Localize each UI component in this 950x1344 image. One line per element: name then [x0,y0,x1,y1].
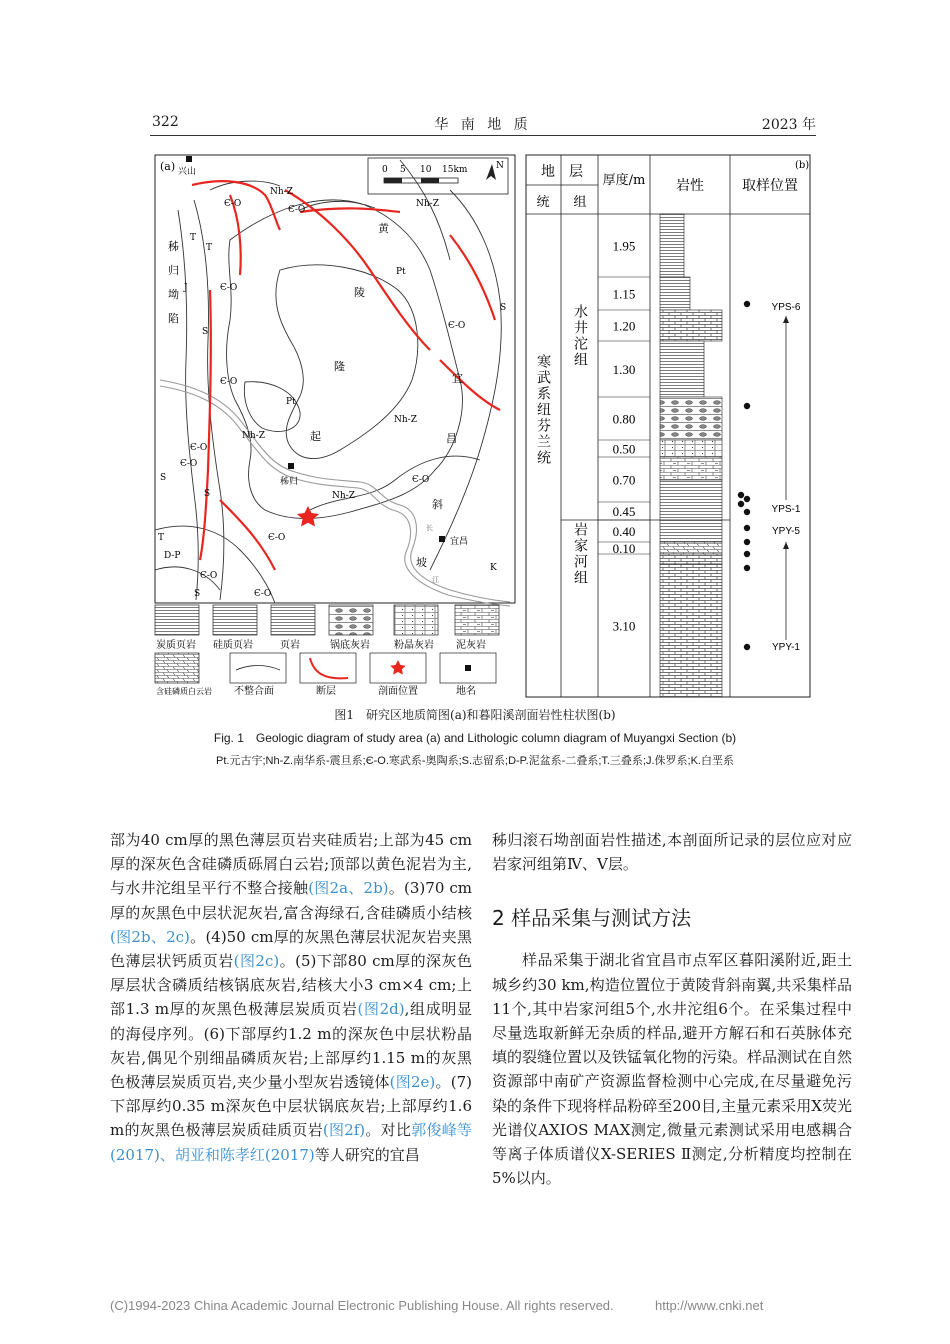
lithology-layer [660,554,722,564]
body-text-run: 。对比 [365,1121,412,1140]
thickness-value: 1.15 [612,286,636,302]
legend-swatch-shale [271,605,315,635]
body-paragraph-continued [110,828,472,1167]
lithologic-column [526,155,810,697]
figure-caption-abbreviations: Pt.元古宇;Nh-Z.南华系-震旦系;Є-O.寒武系-奥陶系;S.志留系;D-P.泥盆系-二叠系;T.三叠系;J.侏罗系;K.白垩系 [216,755,734,767]
strata-label: Nh-Z [242,431,265,441]
lithology-layer [660,457,722,480]
strata-label: Є-O [200,571,218,581]
legend-label: 断层 [316,686,336,697]
legend-label: 地名 [456,686,476,697]
lithology-layer [660,520,722,542]
legend-label: 锅底灰岩 [330,640,370,651]
strata-label: T [190,233,197,243]
region-char: 隆 [334,360,345,373]
sample-point [744,565,750,571]
header-sampling: 取样位置 [742,178,798,194]
place-zigui: 秭归 [280,477,299,487]
figure-caption-en: Fig. 1 Geologic diagram of study area (a) and Lithologic column diagram of Muyangxi Section (b) [213,731,737,745]
scale-tick-10: 10 [420,165,432,175]
legend-label: 泥灰岩 [456,640,486,651]
strata-label: Pt [286,397,296,407]
strata-label: Є-O [180,459,198,469]
strata-label: Є-O [448,321,466,331]
cnki-url: http://www.cnki.net [655,1298,764,1313]
legend-label: 粉晶灰岩 [394,640,434,651]
lithology-layer [660,480,722,520]
region-char: 秭 [168,240,179,253]
thickness-value: 0.40 [612,524,636,539]
strata-label: T [158,533,165,543]
figure-caption-cn: 图1 研究区地质简图(a)和暮阳溪剖面岩性柱状图(b) [334,708,616,722]
legend-swatch-unconformity [230,653,286,683]
legend-swatch-phosphatic-dolomite [155,653,199,683]
place-yichang: 宜昌 [450,537,469,547]
map-legend [155,605,499,697]
header-group: 组 [573,195,587,210]
lithology-layer [660,564,722,697]
region-char: 坡 [416,556,427,569]
sample-point [744,551,750,557]
strata-label: Nh-Z [332,491,355,501]
strata-label: Є-O [254,589,272,599]
scale-tick-15: 15km [442,165,468,175]
sample-label: YPS-1 [771,504,801,515]
scale-bar [368,158,508,194]
legend-swatch-nodular-limestone [329,605,373,635]
copyright-notice: (C)1994-2023 China Academic Journal Electronic Publishing House. All rights reserved. [110,1298,614,1313]
place-marker-xingshan [186,156,192,162]
lithology-layer [660,397,722,440]
citation-link[interactable]: (图2e) [389,1073,436,1092]
body-text-run: 等人研究的宜昌 [314,1145,420,1164]
formation-shuijingtuo: 水井沱组 [572,304,588,368]
sample-point [744,525,750,531]
strata-label: Є-O [224,199,242,209]
body-paragraph: 秭归滚石坳剖面岩性描述,本剖面所记录的层位应对应岩家河组第Ⅳ、Ⅴ层。 [492,831,852,874]
section-title: 2 样品采集与测试方法 [492,906,692,931]
region-char: 斜 [432,498,443,511]
strata-label: Є-O [288,205,306,215]
citation-link[interactable]: (图2f) [322,1121,366,1140]
strata-label: Є-O [220,283,238,293]
sample-label: YPY-5 [772,526,800,537]
place-marker-zigui [288,463,294,469]
legend-label: 炭质页岩 [156,640,196,651]
body-text-run: 。(7)下部厚约0.35 m深灰色中层状锅底灰岩;上部厚约1.6 m的灰黑色极薄层炭质硅质页岩 [110,1073,473,1140]
sample-point [744,509,750,515]
strata-label: S [160,473,167,483]
strata-label: K [490,563,497,573]
sample-point [738,492,744,498]
lithology-layer [660,341,704,397]
lithology-layer [660,310,722,341]
legend-label: 页岩 [280,640,300,651]
region-char: 宜 [452,372,463,385]
body-text-run: ,组成明显的海侵序列。(6)下部厚约1.2 m的深灰色中层状粉晶灰岩,偶见个别细晶磷质灰岩;上部厚约1.15 m的灰黑色极薄层炭质页岩,夹少量小型灰岩透镜体 [110,1000,472,1092]
thickness-value: 1.20 [612,318,636,334]
sample-point [738,501,744,507]
header-thickness: 厚度/m [602,173,646,188]
strata-label: S [202,327,209,337]
strata-label: Nh-Z [394,415,417,425]
series-name: 寒武系纽芬兰统 [535,354,551,466]
region-char: 陵 [354,286,365,299]
citation-link[interactable]: (图2d) [357,1000,405,1019]
strata-label: S [204,489,211,499]
sample-point [744,539,750,545]
page-header [150,114,816,136]
header-lithology: 岩性 [676,178,704,194]
thickness-value: 3.10 [612,618,636,634]
river-char: 江 [432,576,439,584]
region-char: 黄 [378,222,389,235]
sample-point [744,301,750,307]
strata-label: Nh-Z [270,187,293,197]
sample-label: YPS-6 [771,302,801,313]
north-label: N [496,161,504,171]
legend-swatch-siliceous-shale [213,605,257,635]
thickness-value: 0.80 [612,411,636,427]
header-system: 统 [536,195,550,210]
lithology-layer [660,214,684,277]
strata-label: S [500,303,507,313]
strata-label: Pt [396,267,406,277]
legend-swatch-micritic-limestone [394,605,438,635]
region-char: 陷 [168,312,179,325]
sample-point [744,403,750,409]
strata-label: Є-O [268,533,286,543]
body-text-run: 部为40 cm厚的黑色薄层页岩夹硅质岩;上部为45 cm厚的深灰色含硅磷质砾屑白云岩;顶部以黄色泥岩为主,与水井沱组呈平行不整合接触 [110,831,472,898]
body-column-left [110,828,472,1167]
citation-link[interactable]: (图2b、2c) [110,927,190,946]
thickness-value: 0.45 [612,504,636,519]
body-column-right [492,828,852,1190]
lithology-layer [660,440,722,457]
page-number: 322 [152,114,179,130]
journal-year: 2023 年 [761,117,816,133]
legend-label: 剖面位置 [378,686,418,697]
sample-point [744,644,750,650]
place-marker-yichang [439,536,445,542]
figure-1-svg [150,150,816,702]
lithology-layer [660,542,722,554]
body-paragraph: 样品采集于湖北省宜昌市点军区暮阳溪附近,距土城乡约30 km,构造位置位于黄陵背斜南翼,共采集样品11个,其中岩家河组5个,水井沱组6个。在采集过程中尽量选取新鲜无杂质的样品,避开方解石和石英脉体充填的裂缝位置以及铁锰氧化物的污染。样品测试在自然资源部中南矿产资源监督检测中心完成,在尽量避免污染的条件下现将样品粉碎至200目,主量元素采用X荧光光谱仪AXIOS MAX测定,微量元素测试采用电感耦合等离子体质谱仪X-SERIES Ⅱ测定,分析精度均控制在5%以内。 [492,951,853,1188]
river-char: 长 [426,524,433,532]
map-panel-label: (a) [160,160,176,173]
legend-label: 含硅磷质白云岩 [156,687,212,696]
sample-label: YPY-1 [772,642,800,653]
body-text-run: 。(3)70 cm厚的灰黑色中层状泥灰岩,富含海绿石,含硅磷质小结核 [110,879,472,922]
figure-1 [150,150,816,702]
thickness-value: 1.95 [612,238,636,254]
place-xingshan: 兴山 [178,167,197,177]
strata-label: Nh-Z [416,199,439,209]
legend-label: 不整合面 [234,686,274,697]
region-char: 坳 [168,288,179,301]
strata-label: S [194,589,201,599]
place-square-icon [465,665,471,671]
body-text-run: 。(4)50 cm厚的灰黑色薄层状泥灰岩夹黑色薄层状钙质页岩 [110,927,472,971]
thickness-value: 0.50 [612,441,636,457]
scale-tick-0: 0 [382,165,388,175]
region-char: 昌 [446,432,457,445]
thickness-value: 1.30 [612,362,636,377]
region-char: 归 [168,264,179,277]
strata-label: Є-O [220,377,238,387]
sample-point [744,496,750,502]
citation-link[interactable]: (图2c) [233,952,280,971]
strata-label: T [206,243,213,253]
thickness-value: 0.70 [612,472,636,488]
column-panel-label: (b) [795,160,810,171]
legend-swatch-carbonaceous-shale [155,605,199,635]
region-char: 起 [310,430,321,443]
thickness-value: 0.10 [612,541,636,556]
legend-label: 硅质页岩 [213,640,253,651]
journal-title: 华 南 地 质 [434,117,532,133]
strata-label: Є-O [412,475,430,485]
strata-label: D-P [164,551,181,561]
citation-link[interactable]: 郭俊峰等(2017)、胡亚和陈孝红(2017) [110,1121,472,1164]
strata-label: J [184,283,188,293]
scale-tick-5: 5 [400,165,406,175]
formation-yanjiahe: 岩家河组 [572,522,588,586]
legend-swatch-marl [455,605,499,635]
citation-link[interactable]: (图2a、2b) [308,879,389,898]
lithology-layer [660,277,690,310]
body-text-run: 。(5)下部80 cm厚的深灰色厚层状含磷质结核锅底灰岩,结核大小3 cm×4 cm;上部1.3 m厚的灰黑色极薄层炭质页岩 [110,952,472,1019]
header-strata: 地 层 [541,164,583,180]
strata-label: Є-O [190,443,208,453]
